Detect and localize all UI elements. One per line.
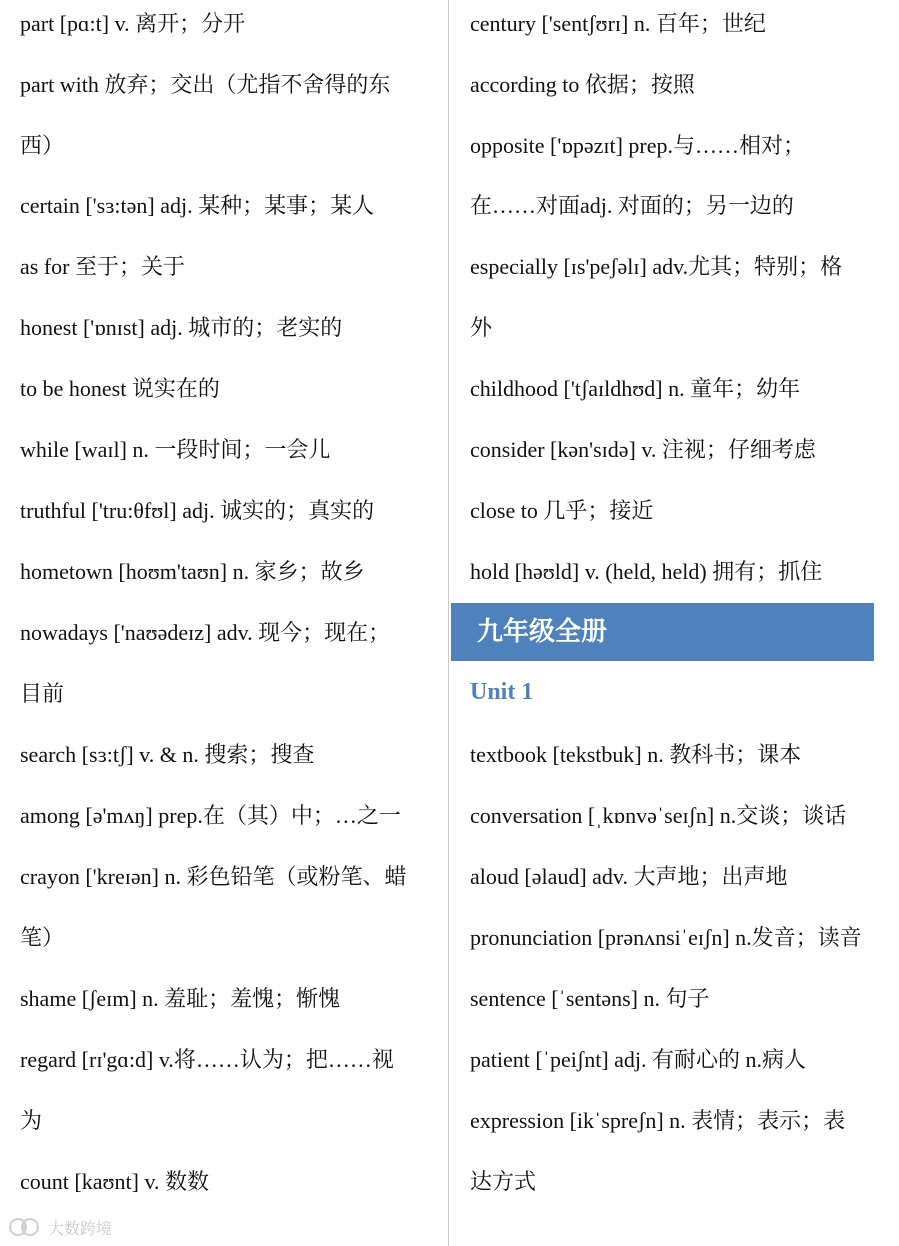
entry-line: pronunciation [prənʌnsiˈeɪʃn] n.发音；读音 xyxy=(470,925,862,950)
entry-line: as for 至于；关于 xyxy=(20,254,185,279)
entry-line: shame [ʃeɪm] n. 羞耻；羞愧；惭愧 xyxy=(20,986,341,1011)
section-title: 九年级全册 xyxy=(477,617,608,647)
entry-line: conversation [ˌkɒnvəˈseɪʃn] n.交谈；谈话 xyxy=(470,803,847,828)
entry-line: hold [həʊld] v. (held, held) 拥有；抓住 xyxy=(470,559,823,584)
entry-line: among [ə'mʌŋ] prep.在（其）中；…之一 xyxy=(20,803,401,828)
entry-line: consider [kən'sɪdə] v. 注视；仔细考虑 xyxy=(470,437,816,462)
unit-heading: Unit 1 xyxy=(470,679,534,705)
watermark-text: 大数跨境 xyxy=(48,1218,113,1238)
entry-line: 西） xyxy=(20,133,65,158)
entry-line: while [waɪl] n. 一段时间；一会儿 xyxy=(20,437,331,462)
entry-line: regard [rɪ'gɑ:d] v.将……认为；把……视 xyxy=(20,1047,394,1072)
section-banner xyxy=(451,603,874,661)
entry-line: 在……对面adj. 对面的；另一边的 xyxy=(470,193,794,218)
entry-line: opposite ['ɒpəzɪt] prep.与……相对； xyxy=(470,133,806,158)
entry-line: according to 依据；按照 xyxy=(470,72,695,97)
entry-line: part with 放弃；交出（尤指不舍得的东 xyxy=(20,72,391,97)
entry-line: crayon ['kreɪən] n. 彩色铅笔（或粉笔、蜡 xyxy=(20,864,407,889)
entry-line: certain ['sɜ:tən] adj. 某种；某事；某人 xyxy=(20,193,375,218)
entry-line: part [pɑ:t] v. 离开；分开 xyxy=(20,11,246,36)
entry-line: 为 xyxy=(20,1108,43,1133)
entry-line: aloud [əlaud] adv. 大声地；出声地 xyxy=(470,864,788,889)
entry-line: honest ['ɒnɪst] adj. 城市的；老实的 xyxy=(20,315,343,340)
entry-line: close to 几乎；接近 xyxy=(470,498,654,523)
entry-line: patient [ˈpeiʃnt] adj. 有耐心的 n.病人 xyxy=(470,1047,807,1072)
entry-line: century ['sentʃʊrɪ] n. 百年；世纪 xyxy=(470,11,766,36)
column-divider xyxy=(448,0,449,1246)
entry-line: to be honest 说实在的 xyxy=(20,376,220,401)
entry-line: hometown [hoʊm'taʊn] n. 家乡；故乡 xyxy=(20,559,365,584)
watermark-logo-icon xyxy=(8,1216,42,1238)
entry-line: count [kaʊnt] v. 数数 xyxy=(20,1169,210,1194)
watermark xyxy=(8,1214,112,1240)
entry-line: 达方式 xyxy=(470,1169,537,1194)
entry-line: search [sɜ:tʃ] v. & n. 搜索；搜查 xyxy=(20,742,315,767)
entry-line: 外 xyxy=(470,315,493,340)
entry-line: sentence [ˈsentəns] n. 句子 xyxy=(470,986,710,1011)
entry-line: 笔） xyxy=(20,925,65,950)
entry-line: 目前 xyxy=(20,681,65,706)
entry-line: especially [ɪs'peʃəlɪ] adv.尤其；特别；格 xyxy=(470,254,843,279)
entry-line: textbook [tekstbuk] n. 教科书；课本 xyxy=(470,742,802,767)
entry-line: nowadays ['naʊədeɪz] adv. 现今；现在； xyxy=(20,620,391,645)
entry-line: truthful ['tru:θfʊl] adj. 诚实的；真实的 xyxy=(20,498,375,523)
entry-line: childhood ['tʃaɪldhʊd] n. 童年；幼年 xyxy=(470,376,801,401)
entry-line: expression [ikˈspreʃn] n. 表情；表示；表 xyxy=(470,1108,846,1133)
